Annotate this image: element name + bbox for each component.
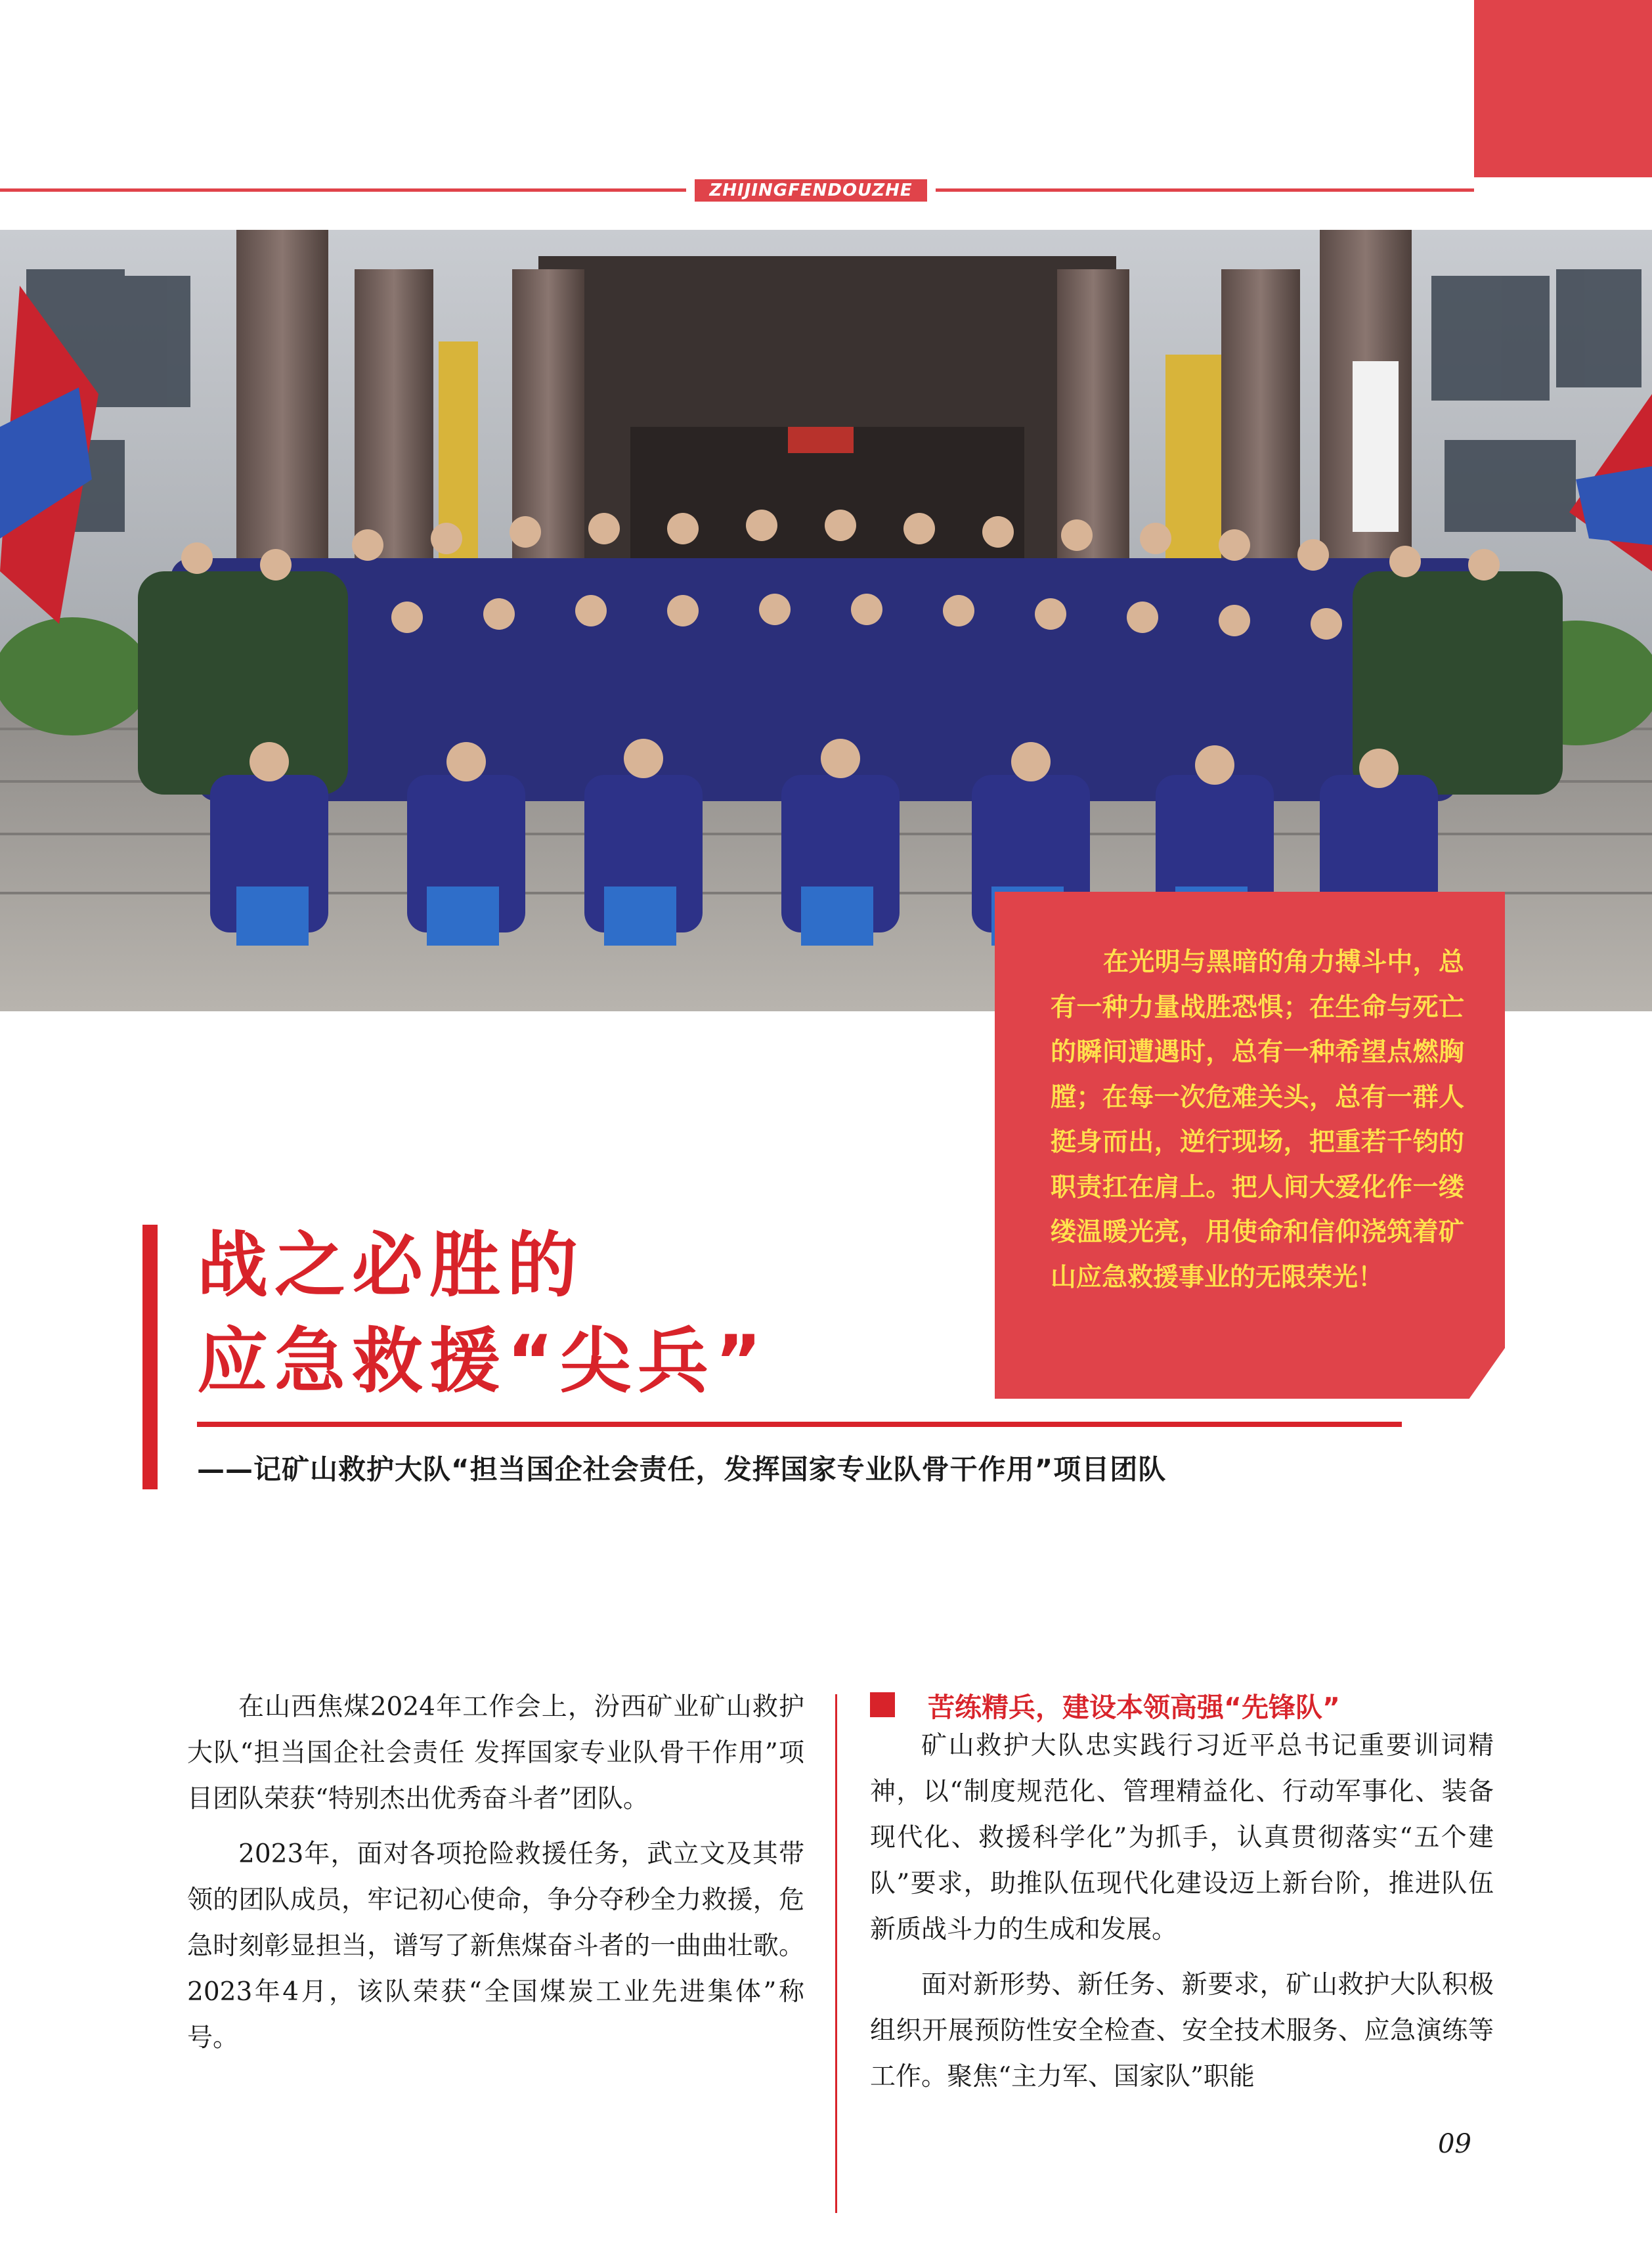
article-subtitle: ——记矿山救护大队“担当国企社会责任，发挥国家专业队骨干作用”项目团队 bbox=[197, 1453, 1167, 1485]
article-title bbox=[197, 1218, 985, 1410]
left-paragraph-2: 2023年，面对各项抢险救援任务，武立文及其带领的团队成员，牢记初心使命，争分夺秒全力救援，危急时刻彰显担当，谱写了新焦煤奋斗者的一曲曲壮歌。2023年4月，该队荣获“全国煤炭工业先进集体”称号。 bbox=[187, 1839, 804, 2053]
title-accent-bar bbox=[142, 1225, 158, 1489]
section-heading bbox=[870, 1686, 1494, 1723]
header-tab bbox=[686, 179, 936, 202]
left-column bbox=[187, 1684, 804, 2071]
right-paragraph-1: 矿山救护大队忠实践行习近平总书记重要训词精神，以“制度规范化、管理精益化、行动军事化、装备现代化、救援科学化”为抓手，认真贯彻落实“五个建队”要求，助推队伍现代化建设迈上新台阶，推进队伍新质战斗力的生成和发展。 bbox=[870, 1731, 1494, 1944]
section-title: 苦练精兵，建设本领高强“先锋队” bbox=[928, 1691, 1340, 1723]
section-square-icon bbox=[870, 1692, 895, 1717]
intro-quote: 在光明与黑暗的角力搏斗中，总有一种力量战胜恐惧；在生命与死亡的瞬间遭遇时，总有一种希望点燃胸膛；在每一次危难关头，总有一群人挺身而出，逆行现场，把重若千钧的职责扛在肩上。把人间大爱化作一缕缕温暖光亮，用使命和信仰浇筑着矿山应急救援事业的无限荣光！ bbox=[1051, 948, 1464, 1292]
page-number: 09 bbox=[1438, 2129, 1471, 2159]
title-rule bbox=[197, 1422, 1402, 1427]
header-tag: ZHIJINGFENDOUZHE bbox=[695, 179, 926, 202]
right-column bbox=[870, 1723, 1494, 2109]
left-paragraph-1: 在山西焦煤2024年工作会上，汾西矿业矿山救护大队“担当国企社会责任 发挥国家专业队骨干作用”项目团队荣获“特别杰出优秀奋斗者”团队。 bbox=[187, 1692, 804, 1814]
title-line-1: 战之必胜的 bbox=[197, 1225, 585, 1307]
corner-accent-block bbox=[1474, 0, 1652, 177]
column-divider bbox=[835, 1694, 837, 2213]
title-line-2: 应急救援“尖兵” bbox=[197, 1321, 768, 1403]
right-paragraph-2: 面对新形势、新任务、新要求，矿山救护大队积极组织开展预防性安全检查、安全技术服务、应急演练等工作。聚焦“主力军、国家队”职能 bbox=[870, 1970, 1494, 2092]
